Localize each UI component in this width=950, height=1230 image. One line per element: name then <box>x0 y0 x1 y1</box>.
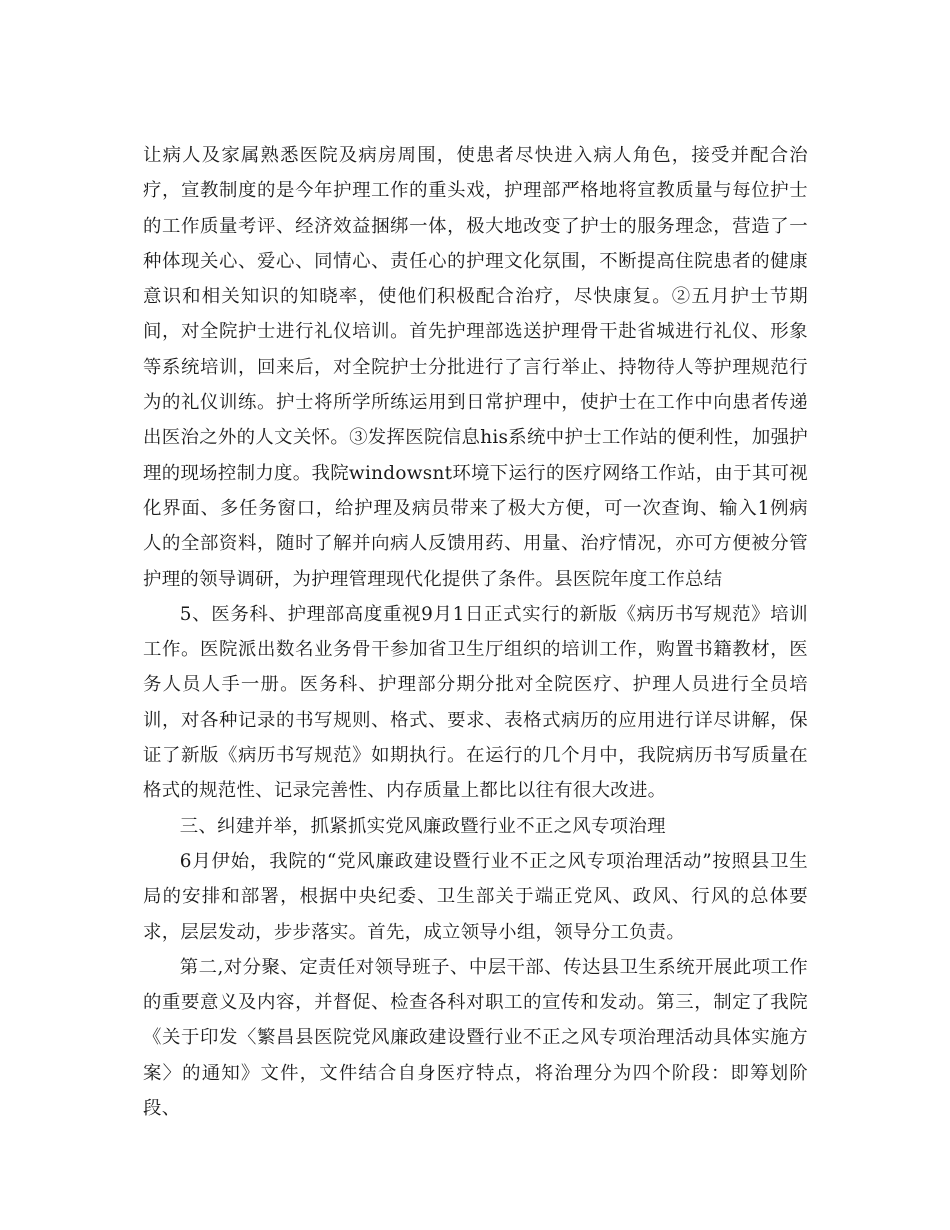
document-body <box>143 138 808 1126</box>
paragraph-3: 6月伊始，我院的“党风廉政建设暨行业不正之风专项治理活动”按照县卫生局的安排和部署，根据中央纪委、卫生部关于端正党风、政风、行风的总体要求，层层发动，步步落实。首先，成立领导小组，领导分工负责。 <box>143 850 808 943</box>
paragraph-1: 让病人及家属熟悉医院及病房周围，使患者尽快进入病人角色，接受并配合治疗，宣教制度的是今年护理工作的重头戏，护理部严格地将宣教质量与每位护士的工作质量考评、经济效益捆绑一体，极大地改变了护士的服务理念，营造了一种体现关心、爱心、同情心、责任心的护理文化氛围，不断提高住院患者的健康意识和相关知识的知晓率，使他们积极配合治疗，尽快康复。②五月护士节期间，对全院护士进行礼仪培训。首先护理部选送护理骨干赴省城进行礼仪、形象等系统培训，回来后，对全院护士分批进行了言行举止、持物待人等护理规范行为的礼仪训练。护士将所学所练运用到日常护理中，使护士在工作中向患者传递出医治之外的人文关怀。③发挥医院信息his系统中护士工作站的便利性，加强护理的现场控制力度。我院windowsnt环境下运行的医疗网络工作站，由于其可视化界面、多任务窗口，给护理及病员带来了极大方便，可一次查询、输入1例病人的全部资料，随时了解并向病人反馈用药、用量、治疗情况，亦可方便被分管护理的领导调研，为护理管理现代化提供了条件。县医院年度工作总结 <box>143 145 808 590</box>
paragraph-2: 5、医务科、护理部高度重视9月1日正式实行的新版《病历书写规范》培训工作。医院派出数名业务骨干参加省卫生厅组织的培训工作，购置书籍教材，医务人员人手一册。医务科、护理部分期分批对全院医疗、护理人员进行全员培训，对各种记录的书写规则、格式、要求、表格式病历的应用进行详尽讲解，保证了新版《病历书写规范》如期执行。在运行的几个月中，我院病历书写质量在格式的规范性、记录完善性、内存质量上都比以往有很大改进。 <box>143 603 808 802</box>
section-heading: 三、纠建并举，抓紧抓实党风廉政暨行业不正之风专项治理 <box>179 815 666 837</box>
paragraph-4: 第二,对分聚、定责任对领导班子、中层干部、传达县卫生系统开展此项工作的重要意义及内容，并督促、检查各科对职工的宣传和发动。第三，制定了我院《关于印发〈繁昌县医院党风廉政建设暨行业不正之风专项治理活动具体实施方案〉的通知》文件，文件结合自身医疗特点，将治理分为四个阶段：即筹划阶段、 <box>143 956 808 1120</box>
